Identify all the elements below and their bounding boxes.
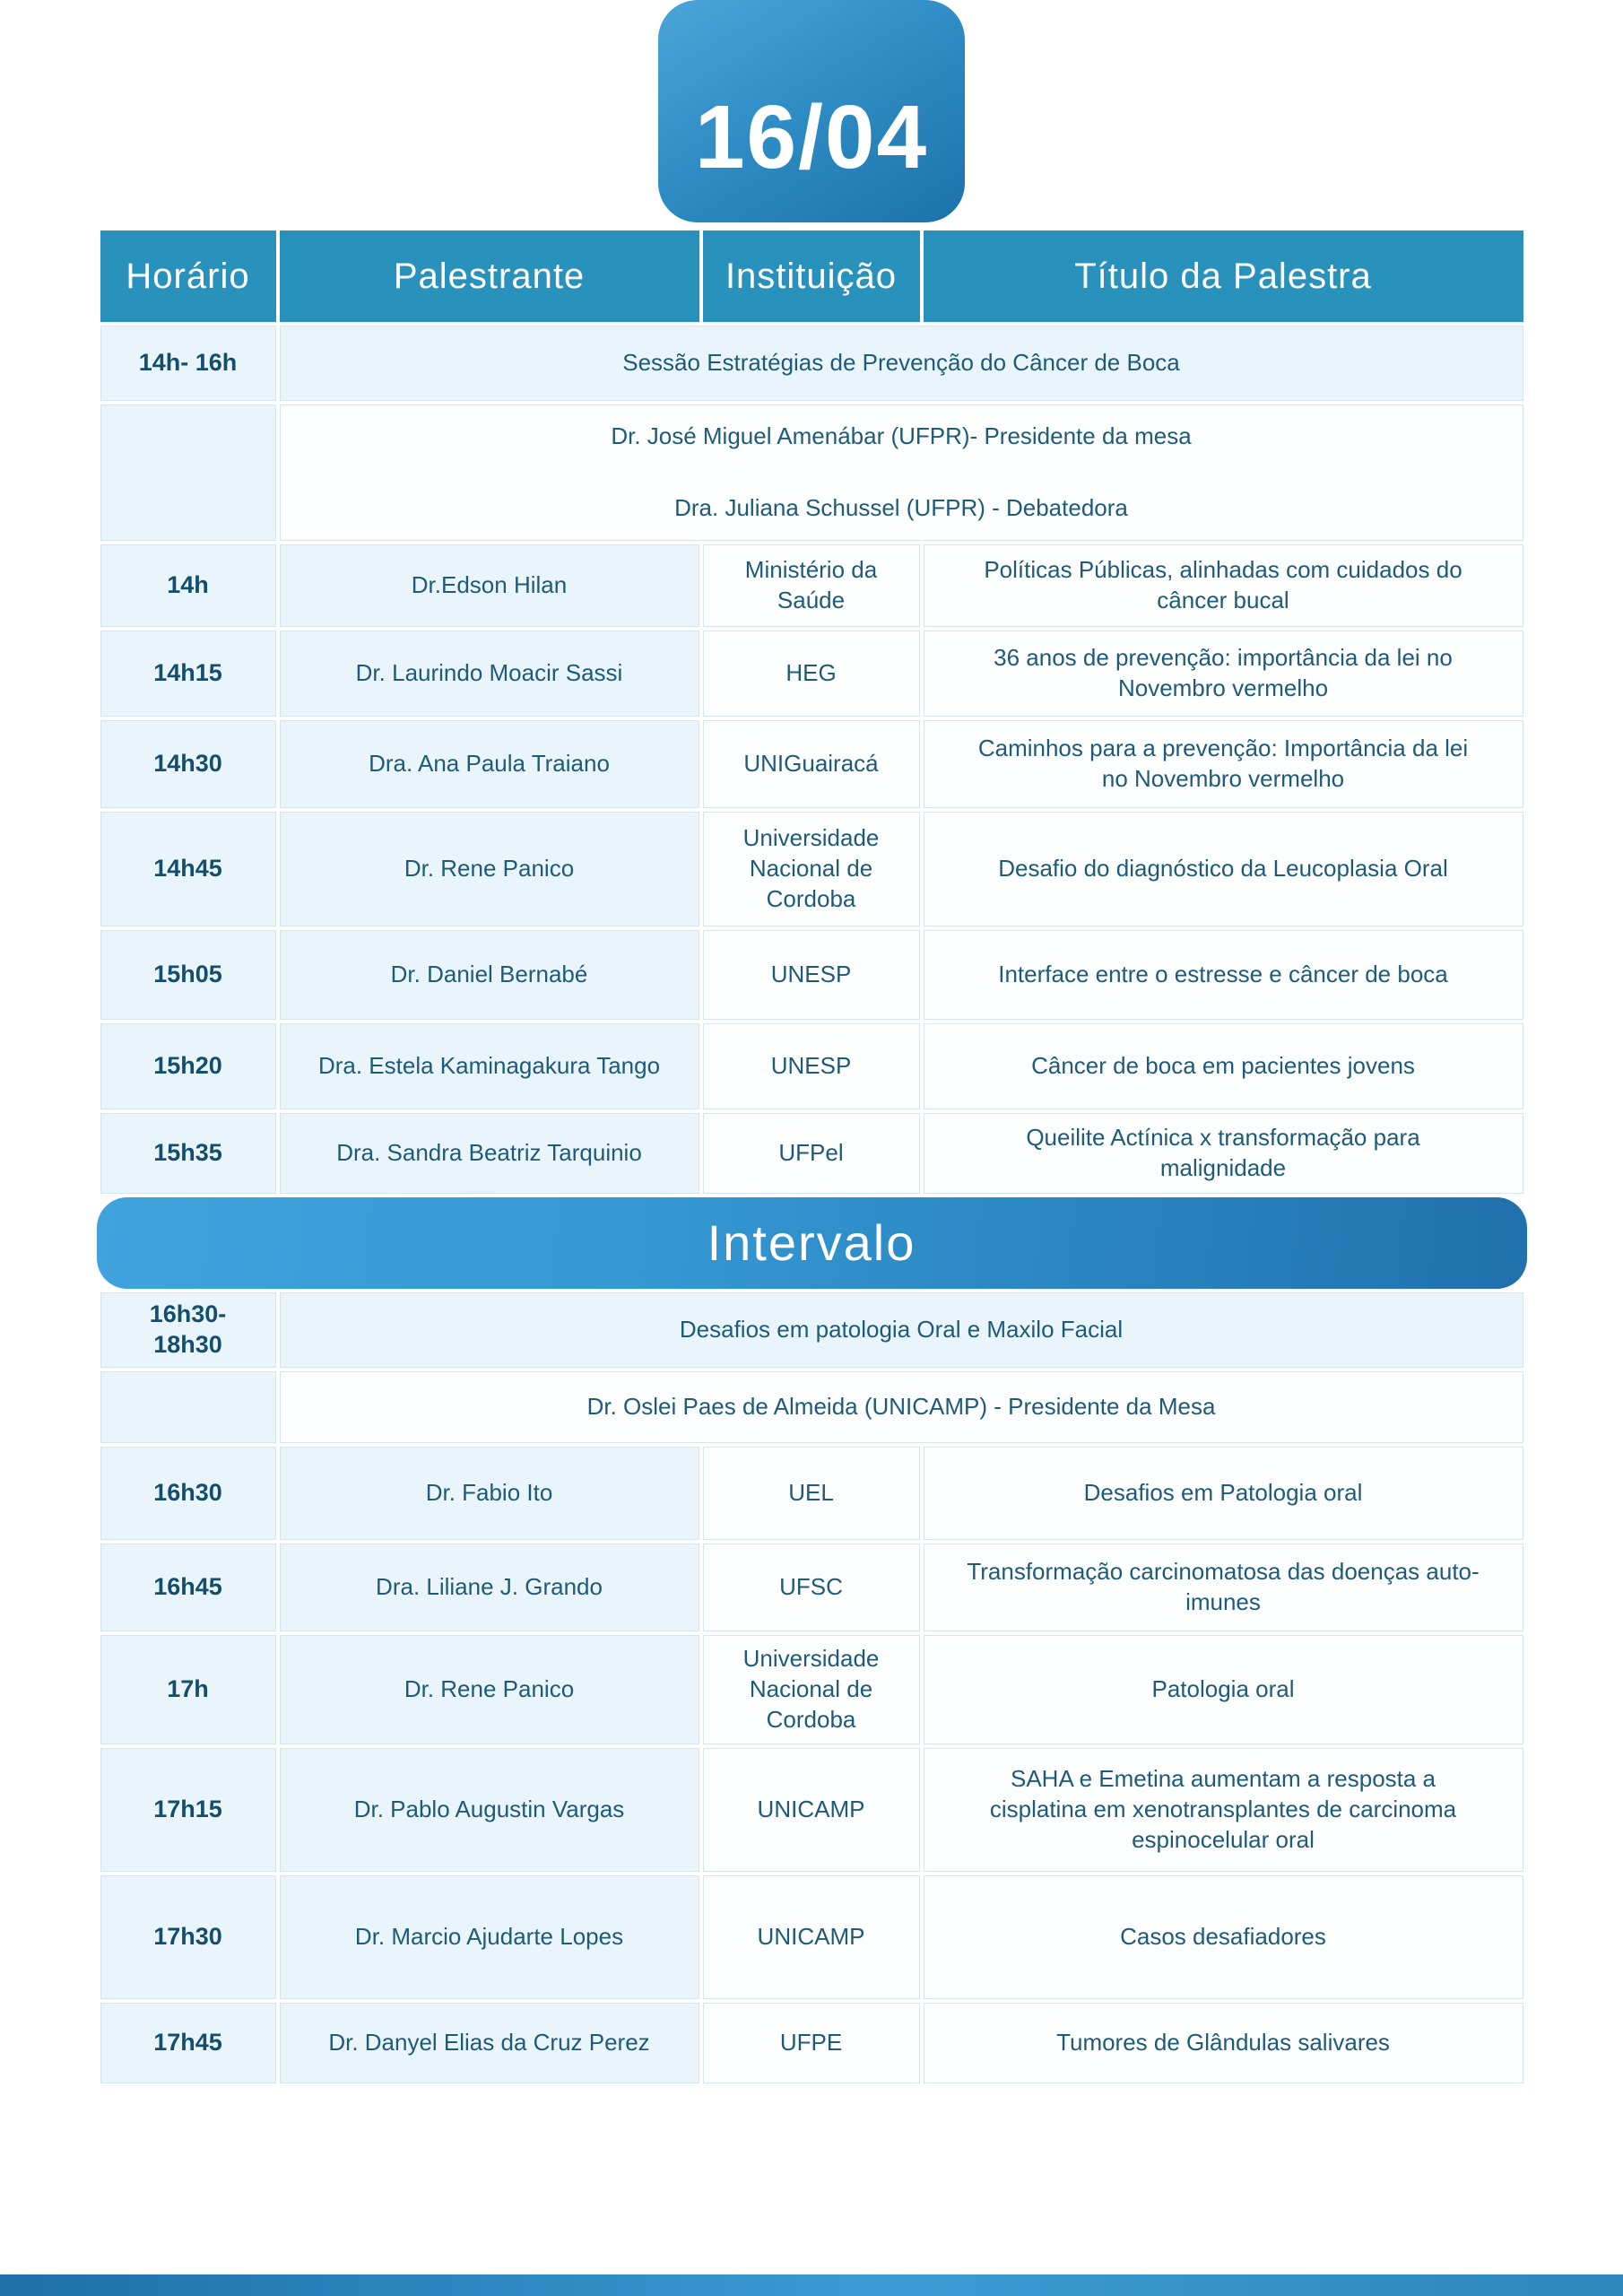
title-cell: Desafios em Patologia oral [924,1447,1523,1540]
table-row [100,631,1523,717]
session-title-row [100,326,1523,401]
time-cell: 17h30 [100,1875,276,1999]
footer-accent-bar [0,2274,1623,2296]
time-cell: 14h30 [100,720,276,808]
title-cell: Desafio do diagnóstico da Leucoplasia Oral [924,812,1523,926]
table-row [100,2003,1523,2083]
time-cell: 17h15 [100,1748,276,1872]
speaker-cell: Dra. Liliane J. Grando [280,1544,699,1631]
table-header-row [100,230,1523,322]
institution-cell: UNIGuairacá [703,720,920,808]
title-cell: Patologia oral [924,1635,1523,1744]
speaker-cell: Dr. Pablo Augustin Vargas [280,1748,699,1872]
speaker-cell: Dr. Fabio Ito [280,1447,699,1540]
time-line: 18h30 [153,1331,222,1358]
time-cell: 14h [100,544,276,627]
time-cell: 16h30 [100,1447,276,1540]
debater-line: Dra. Juliana Schussel (UFPR) - Debatedora [674,494,1128,521]
column-header-instituicao: Instituição [703,230,920,322]
intervalo-row [100,1197,1523,1289]
session-chairs-row [100,1371,1523,1443]
schedule-table [97,227,1527,2087]
institution-cell: UFSC [703,1544,920,1631]
speaker-cell: Dr. Danyel Elias da Cruz Perez [280,2003,699,2083]
time-cell: 14h15 [100,631,276,717]
institution-cell: UNICAMP [703,1875,920,1999]
institution-cell: UNESP [703,930,920,1020]
session-title-cell: Desafios em patologia Oral e Maxilo Facial [280,1292,1523,1368]
chairs-cell: Dr. Oslei Paes de Almeida (UNICAMP) - Presidente da Mesa [280,1371,1523,1443]
speaker-cell: Dr. Rene Panico [280,1635,699,1744]
table-row [100,930,1523,1020]
institution-cell: UFPE [703,2003,920,2083]
time-cell: 14h45 [100,812,276,926]
table-row [100,1875,1523,1999]
speaker-cell: Dra. Sandra Beatriz Tarquinio [280,1113,699,1194]
session-title-cell: Sessão Estratégias de Prevenção do Câncer de Boca [280,326,1523,401]
title-cell: Casos desafiadores [924,1875,1523,1999]
institution-cell: Ministério da Saúde [703,544,920,627]
intervalo-label: Intervalo [707,1213,916,1271]
column-header-palestrante: Palestrante [280,230,699,322]
time-cell [100,1292,276,1368]
date-badge-label: 16/04 [694,86,929,187]
speaker-cell: Dr. Laurindo Moacir Sassi [280,631,699,717]
table-row [100,1113,1523,1194]
institution-cell: UNICAMP [703,1748,920,1872]
table-row [100,812,1523,926]
time-cell: 15h35 [100,1113,276,1194]
date-badge [658,0,965,222]
column-header-horario: Horário [100,230,276,322]
time-line: 16h30- [149,1300,227,1328]
time-cell [100,1371,276,1443]
title-cell: Câncer de boca em pacientes jovens [924,1023,1523,1109]
speaker-cell: Dr.Edson Hilan [280,544,699,627]
table-row [100,720,1523,808]
session-chairs-row [100,404,1523,541]
time-cell: 17h [100,1635,276,1744]
speaker-cell: Dr. Daniel Bernabé [280,930,699,1020]
column-header-titulo: Título da Palestra [924,230,1523,322]
time-cell: 15h05 [100,930,276,1020]
table-row [100,544,1523,627]
title-cell: Interface entre o estresse e câncer de boca [924,930,1523,1020]
institution-cell: UNESP [703,1023,920,1109]
chairs-cell [280,404,1523,541]
institution-cell: UEL [703,1447,920,1540]
title-cell: Tumores de Glândulas salivares [924,2003,1523,2083]
title-cell: SAHA e Emetina aumentam a resposta a cisplatina em xenotransplantes de carcinoma espinocelular oral [924,1748,1523,1872]
time-cell: 15h20 [100,1023,276,1109]
intervalo-banner [97,1197,1527,1289]
chair-line: Dr. José Miguel Amenábar (UFPR)- Presidente da mesa [611,422,1192,450]
institution-cell: HEG [703,631,920,717]
institution-cell: UFPel [703,1113,920,1194]
title-cell: 36 anos de prevenção: importância da lei no Novembro vermelho [924,631,1523,717]
table-row [100,1447,1523,1540]
title-cell: Caminhos para a prevenção: Importância da lei no Novembro vermelho [924,720,1523,808]
institution-cell: Universidade Nacional de Cordoba [703,1635,920,1744]
speaker-cell: Dra. Estela Kaminagakura Tango [280,1023,699,1109]
session-title-row [100,1292,1523,1368]
table-row [100,1023,1523,1109]
table-row [100,1748,1523,1872]
speaker-cell: Dra. Ana Paula Traiano [280,720,699,808]
title-cell: Queilite Actínica x transformação para malignidade [924,1113,1523,1194]
time-cell: 16h45 [100,1544,276,1631]
table-row [100,1544,1523,1631]
table-row [100,1635,1523,1744]
title-cell: Transformação carcinomatosa das doenças auto-imunes [924,1544,1523,1631]
time-cell [100,404,276,541]
speaker-cell: Dr. Marcio Ajudarte Lopes [280,1875,699,1999]
title-cell: Políticas Públicas, alinhadas com cuidados do câncer bucal [924,544,1523,627]
time-cell: 17h45 [100,2003,276,2083]
time-cell: 14h- 16h [100,326,276,401]
speaker-cell: Dr. Rene Panico [280,812,699,926]
institution-cell: Universidade Nacional de Cordoba [703,812,920,926]
intervalo-cell [100,1197,1523,1289]
